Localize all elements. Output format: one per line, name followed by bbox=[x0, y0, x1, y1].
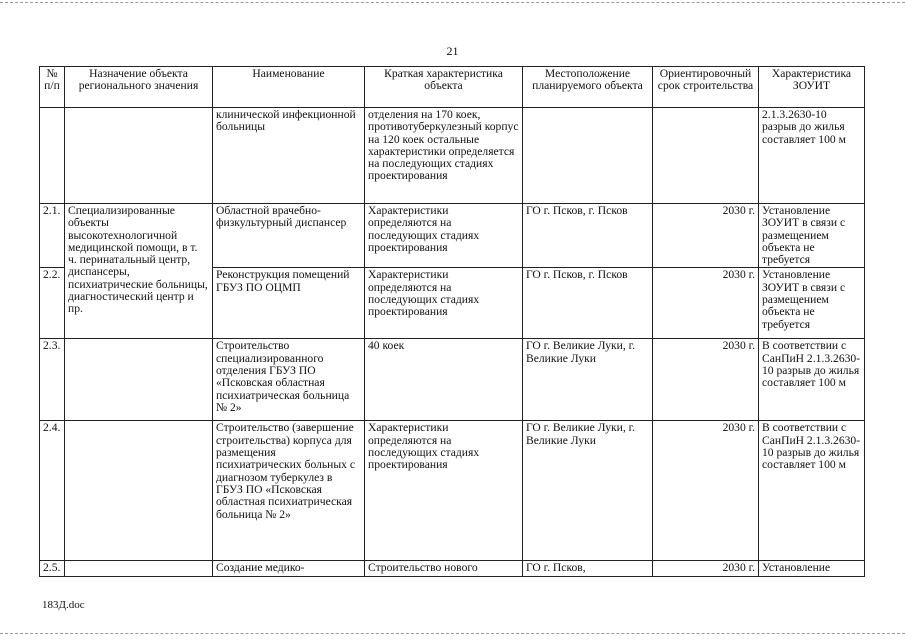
cell-location: ГО г. Псков, г. Псков bbox=[523, 268, 653, 339]
cell-name: Областной врачебно-физкультурный диспансер bbox=[213, 204, 365, 268]
table-row bbox=[40, 339, 865, 421]
cell-characteristic: Характеристики определяются на последующих стадиях проектирования bbox=[365, 204, 523, 268]
table-row bbox=[40, 204, 865, 268]
cell-zouit: В соответствии с СанПиН 2.1.3.2630-10 разрыв до жилья составляет 100 м bbox=[759, 339, 865, 421]
cell-number: 2.5. bbox=[40, 561, 65, 576]
cell-number: 2.4. bbox=[40, 421, 65, 561]
cell-year bbox=[653, 108, 759, 204]
cell-zouit: В соответствии с СанПиН 2.1.3.2630-10 разрыв до жилья составляет 100 м bbox=[759, 421, 865, 561]
scan-edge-top bbox=[0, 2, 905, 3]
header-number: № п/п bbox=[40, 67, 65, 108]
cell-location: ГО г. Великие Луки, г. Великие Луки bbox=[523, 339, 653, 421]
cell-purpose bbox=[65, 421, 213, 561]
objects-table bbox=[39, 66, 865, 577]
cell-group-purpose: Специализированные объекты высокотехнологичной медицинской помощи, в т. ч. перинатальный центр, диспансеры, психиатрические больницы, диагностический центр и пр. bbox=[65, 204, 213, 339]
header-construction-year: Ориентировочный срок строительства bbox=[653, 67, 759, 108]
cell-year: 2030 г. bbox=[653, 204, 759, 268]
scan-edge-bottom bbox=[0, 633, 905, 634]
cell-purpose bbox=[65, 108, 213, 204]
cell-name: Реконструкция помещений ГБУЗ ПО ОЦМП bbox=[213, 268, 365, 339]
cell-characteristic: отделения на 170 коек, противотуберкулезный корпус на 120 коек остальные характеристики определяется на последующих стадиях проектирования bbox=[365, 108, 523, 204]
cell-characteristic: Строительство нового bbox=[365, 561, 523, 576]
page-number: 21 bbox=[446, 44, 459, 58]
cell-number: 2.2. bbox=[40, 268, 65, 339]
cell-location: ГО г. Псков, bbox=[523, 561, 653, 576]
cell-purpose bbox=[65, 561, 213, 576]
table-row bbox=[40, 561, 865, 576]
cell-location bbox=[523, 108, 653, 204]
cell-year: 2030 г. bbox=[653, 268, 759, 339]
header-characteristic: Краткая характеристика объекта bbox=[365, 67, 523, 108]
cell-year: 2030 г. bbox=[653, 561, 759, 576]
header-location: Местоположение планируемого объекта bbox=[523, 67, 653, 108]
cell-year: 2030 г. bbox=[653, 421, 759, 561]
cell-number bbox=[40, 108, 65, 204]
table-header-row bbox=[40, 67, 865, 108]
cell-location: ГО г. Великие Луки, г. Великие Луки bbox=[523, 421, 653, 561]
table-row-continuation bbox=[40, 108, 865, 204]
cell-name: Создание медико- bbox=[213, 561, 365, 576]
cell-number: 2.1. bbox=[40, 204, 65, 268]
cell-zouit: Установление ЗОУИТ в связи с размещением объекта не требуется bbox=[759, 268, 865, 339]
cell-number: 2.3. bbox=[40, 339, 65, 421]
cell-name: клинической инфекционной больницы bbox=[213, 108, 365, 204]
header-name: Наименование bbox=[213, 67, 365, 108]
cell-zouit: Установление ЗОУИТ в связи с размещением объекта не требуется bbox=[759, 204, 865, 268]
cell-year: 2030 г. bbox=[653, 339, 759, 421]
cell-zouit: Установление bbox=[759, 561, 865, 576]
cell-purpose bbox=[65, 339, 213, 421]
footer-filename: 183Д.doc bbox=[42, 599, 85, 611]
cell-zouit: 2.1.3.2630-10 разрыв до жилья составляет 100 м bbox=[759, 108, 865, 204]
cell-location: ГО г. Псков, г. Псков bbox=[523, 204, 653, 268]
cell-name: Строительство (завершение строительства) корпуса для размещения психиатрических больных с диагнозом туберкулез в ГБУЗ ПО «Псковская областная психиатрическая больница № 2» bbox=[213, 421, 365, 561]
header-purpose: Назначение объекта регионального значения bbox=[65, 67, 213, 108]
cell-characteristic: Характеристики определяются на последующих стадиях проектирования bbox=[365, 421, 523, 561]
header-zouit: Характеристика ЗОУИТ bbox=[759, 67, 865, 108]
cell-characteristic: Характеристики определяются на последующих стадиях проектирования bbox=[365, 268, 523, 339]
cell-characteristic: 40 коек bbox=[365, 339, 523, 421]
table-row bbox=[40, 421, 865, 561]
cell-name: Строительство специализированного отделения ГБУЗ ПО «Псковская областная психиатрическая больница № 2» bbox=[213, 339, 365, 421]
